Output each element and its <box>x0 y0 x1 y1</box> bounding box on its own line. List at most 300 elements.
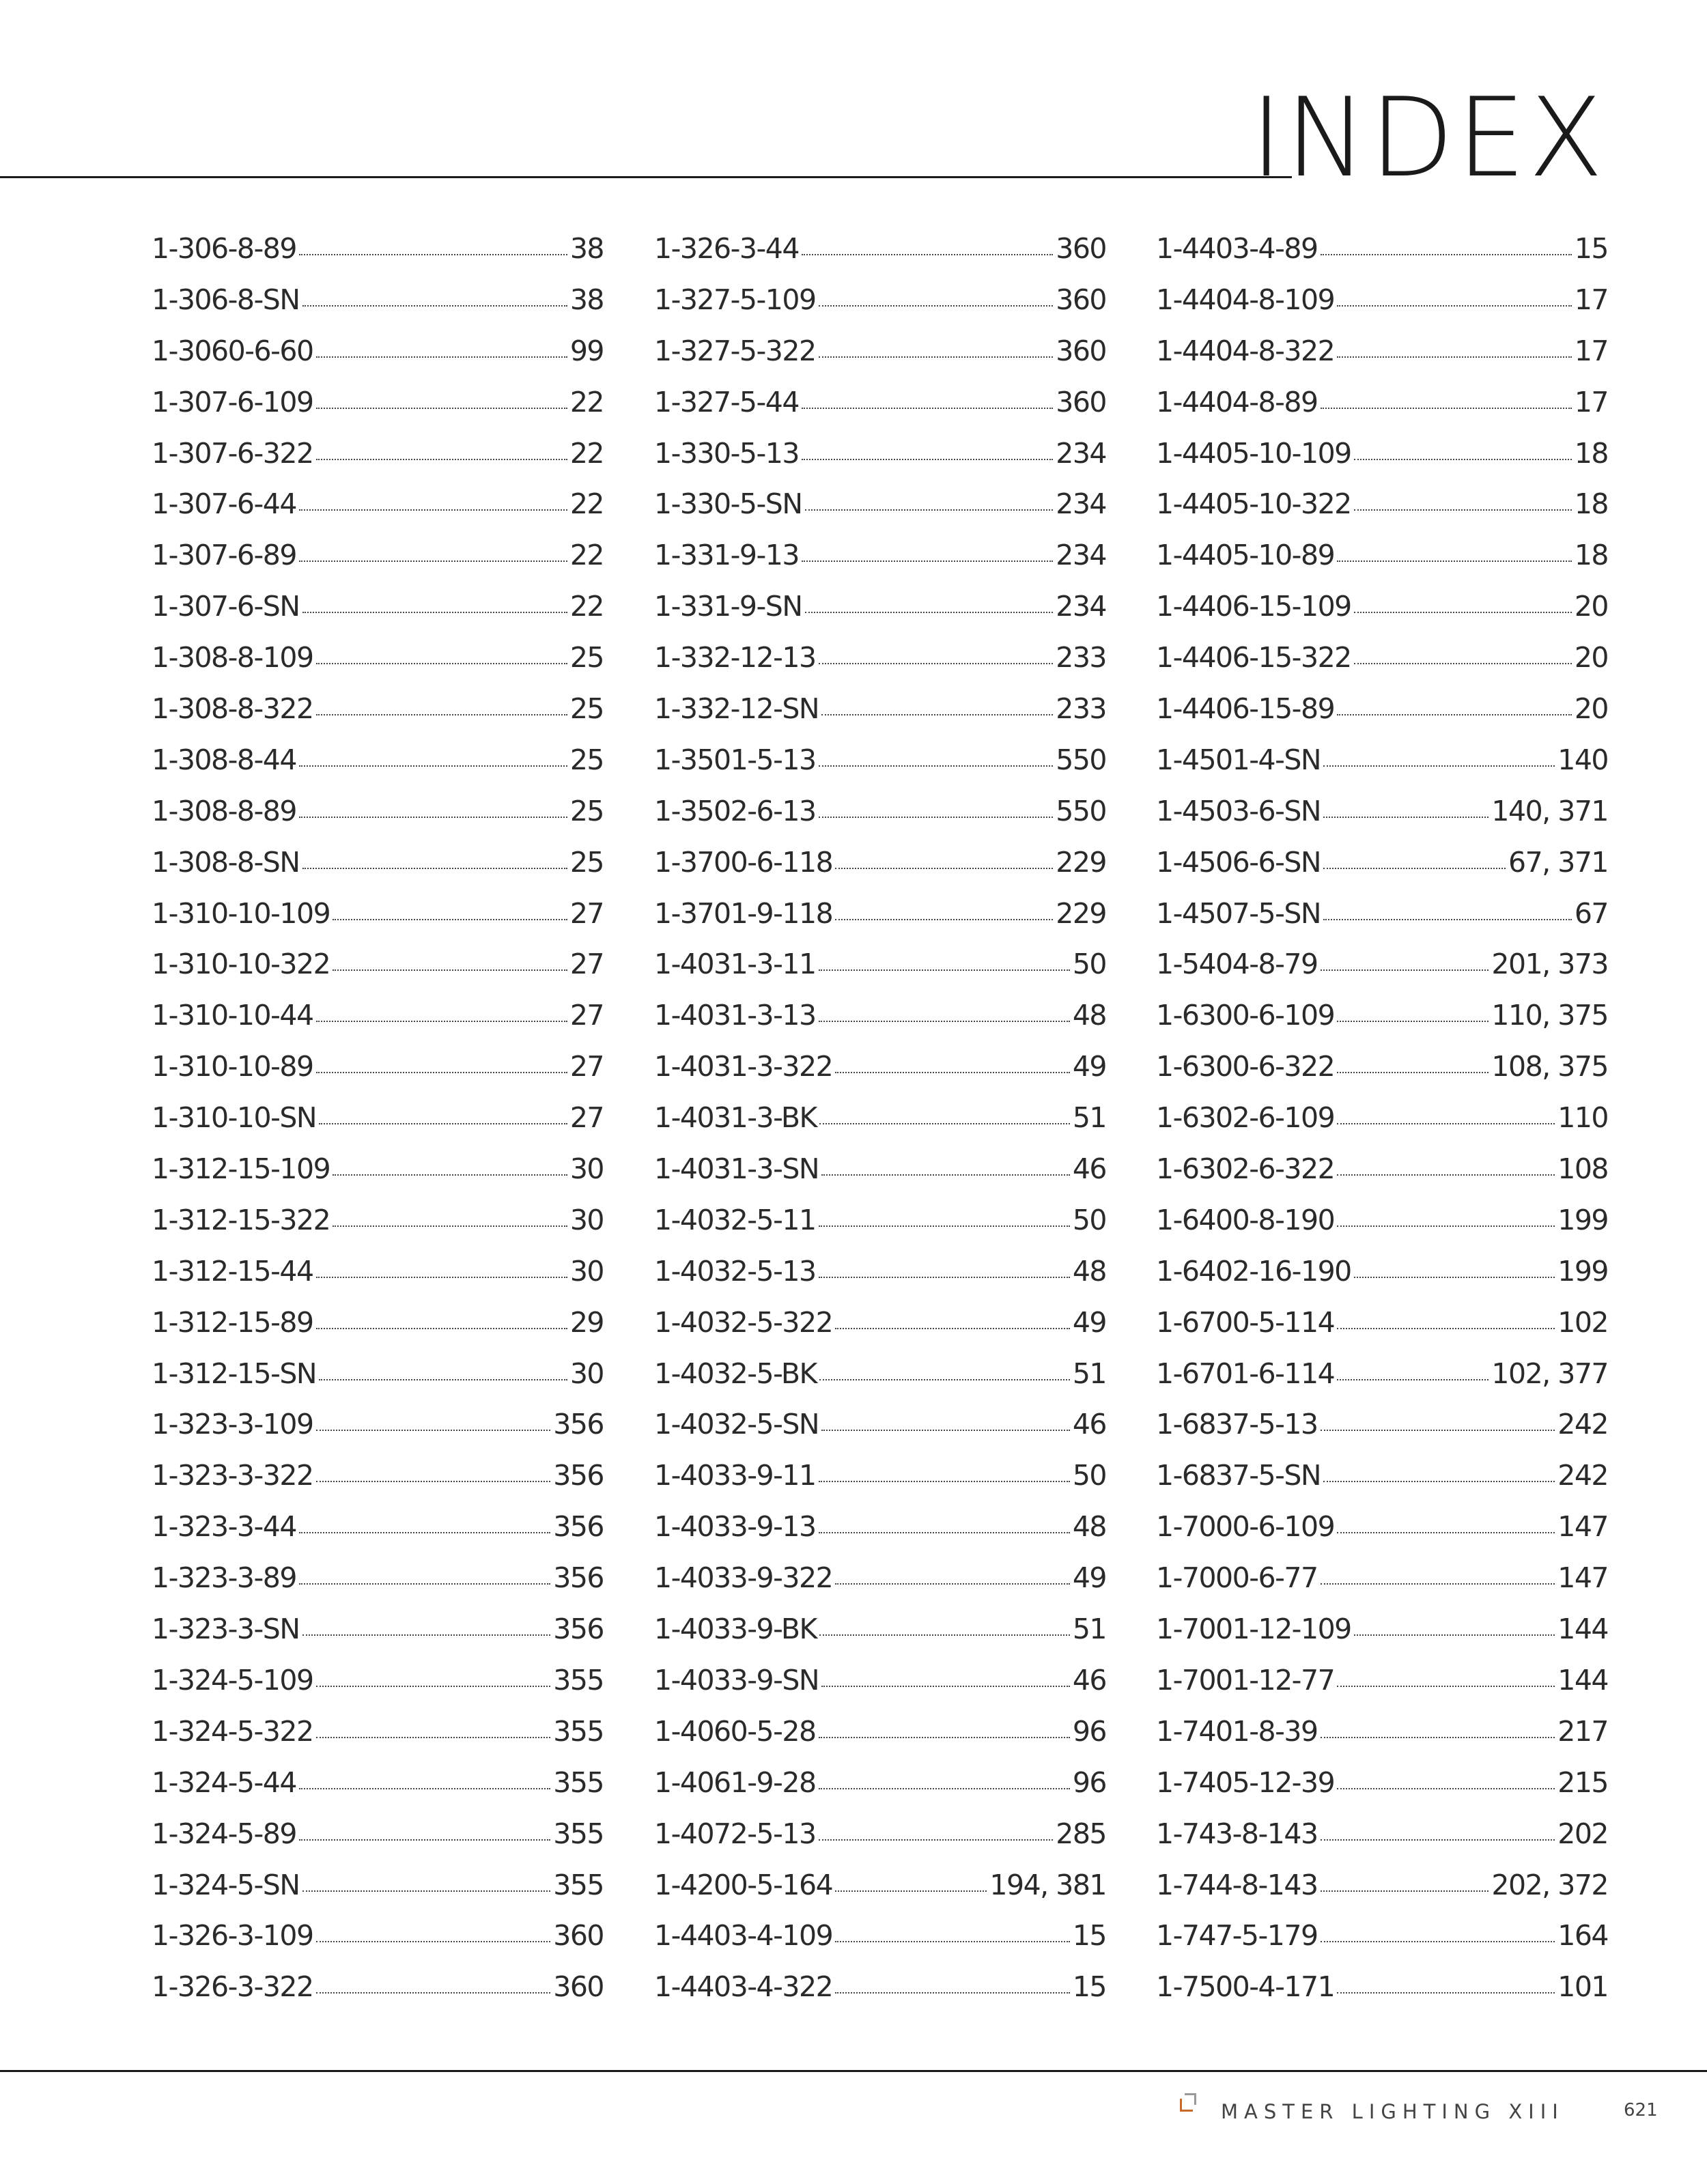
dot-leader <box>1354 612 1572 613</box>
entry-page: 15 <box>1072 1970 1106 2004</box>
dot-leader <box>1337 1379 1489 1380</box>
entry-page: 229 <box>1056 845 1106 879</box>
entry-code: 1-330-5-13 <box>654 436 799 470</box>
dot-leader <box>1337 1072 1489 1073</box>
entry-page: 199 <box>1557 1254 1608 1288</box>
index-entry <box>654 487 1106 539</box>
index-entry <box>1156 1101 1608 1152</box>
index-entry <box>152 1152 604 1204</box>
entry-page: 27 <box>569 948 604 981</box>
dot-leader <box>316 1992 551 1994</box>
dot-leader <box>1337 1686 1555 1687</box>
entry-page: 25 <box>569 845 604 879</box>
entry-page: 355 <box>553 1868 604 1901</box>
dot-leader <box>316 1277 567 1278</box>
dot-leader <box>316 1686 551 1687</box>
entry-code: 1-307-6-322 <box>152 436 313 470</box>
index-entry <box>654 590 1106 641</box>
dot-leader <box>805 509 1054 511</box>
entry-code: 1-3701-9-118 <box>654 896 833 930</box>
dot-leader <box>1323 868 1506 869</box>
index-column-2 <box>654 232 1106 2022</box>
dot-leader <box>1321 1430 1555 1431</box>
index-entry <box>654 692 1106 743</box>
entry-page: 22 <box>569 385 604 419</box>
entry-code: 1-4503-6-SN <box>1156 794 1321 827</box>
entry-code: 1-7000-6-77 <box>1156 1561 1318 1595</box>
entry-code: 1-312-15-109 <box>152 1152 330 1186</box>
entry-page: 18 <box>1574 436 1608 470</box>
dot-leader <box>819 969 1070 971</box>
entry-code: 1-332-12-13 <box>654 641 816 675</box>
entry-code: 1-6700-5-114 <box>1156 1305 1335 1339</box>
index-entry <box>1156 1459 1608 1510</box>
entry-page: 15 <box>1574 232 1608 265</box>
entry-code: 1-308-8-322 <box>152 692 313 726</box>
entry-code: 1-6300-6-322 <box>1156 1050 1335 1083</box>
index-entry <box>152 1050 604 1101</box>
entry-page: 194, 381 <box>989 1868 1106 1901</box>
entry-page: 164 <box>1557 1919 1608 1953</box>
dot-leader <box>835 1992 1070 1994</box>
dot-leader <box>835 1941 1070 1942</box>
index-entry <box>152 1357 604 1408</box>
entry-page: 22 <box>569 487 604 521</box>
dot-leader <box>835 1583 1070 1585</box>
entry-code: 1-7405-12-39 <box>1156 1765 1335 1799</box>
entry-page: 242 <box>1557 1408 1608 1441</box>
entry-page: 285 <box>1056 1817 1106 1850</box>
entry-page: 25 <box>569 641 604 675</box>
entry-page: 50 <box>1072 948 1106 981</box>
dot-leader <box>819 1839 1054 1841</box>
index-entry <box>1156 641 1608 692</box>
entry-page: 27 <box>569 1101 604 1135</box>
dot-leader <box>299 561 567 562</box>
index-entry <box>654 386 1106 437</box>
entry-page: 50 <box>1072 1459 1106 1492</box>
index-entry <box>1156 1306 1608 1357</box>
index-entry <box>1156 1817 1608 1869</box>
index-entry <box>1156 897 1608 948</box>
entry-code: 1-4403-4-89 <box>1156 232 1318 265</box>
index-entry <box>152 641 604 692</box>
index-entry <box>152 1510 604 1561</box>
entry-code: 1-307-6-109 <box>152 385 313 419</box>
entry-page: 201, 373 <box>1491 948 1608 981</box>
dot-leader <box>802 459 1053 460</box>
dot-leader <box>299 1788 550 1789</box>
dot-leader <box>835 1328 1070 1329</box>
entry-code: 1-4032-5-BK <box>654 1357 817 1390</box>
dot-leader <box>316 1021 567 1022</box>
index-entry <box>1156 1152 1608 1204</box>
entry-page: 22 <box>569 590 604 623</box>
entry-page: 355 <box>553 1765 604 1799</box>
entry-page: 30 <box>569 1152 604 1186</box>
entry-code: 1-4200-5-164 <box>654 1868 833 1901</box>
index-entry <box>152 1204 604 1255</box>
index-entry <box>152 948 604 999</box>
index-entry <box>152 487 604 539</box>
entry-page: 17 <box>1574 334 1608 367</box>
entry-code: 1-4033-9-BK <box>654 1613 817 1646</box>
index-entry <box>1156 692 1608 743</box>
dot-leader <box>1354 1277 1555 1278</box>
entry-code: 1-4032-5-11 <box>654 1203 816 1236</box>
entry-code: 1-6302-6-109 <box>1156 1101 1335 1135</box>
dot-leader <box>333 919 567 920</box>
dot-leader <box>1323 1481 1555 1482</box>
entry-page: 101 <box>1557 1970 1608 2004</box>
dot-leader <box>1321 969 1489 971</box>
dot-leader <box>802 561 1053 562</box>
index-entry <box>654 1817 1106 1869</box>
entry-page: 25 <box>569 692 604 726</box>
index-entry <box>1156 437 1608 488</box>
dot-leader <box>316 1941 551 1942</box>
index-entry <box>654 1408 1106 1459</box>
entry-page: 356 <box>553 1408 604 1441</box>
entry-page: 51 <box>1072 1613 1106 1646</box>
index-entry <box>654 641 1106 692</box>
entry-code: 1-308-8-109 <box>152 641 313 675</box>
index-entry <box>152 1869 604 1920</box>
entry-page: 96 <box>1072 1714 1106 1748</box>
index-entry <box>654 1459 1106 1510</box>
entry-code: 1-324-5-44 <box>152 1765 296 1799</box>
entry-code: 1-747-5-179 <box>1156 1919 1318 1953</box>
dot-leader <box>819 1788 1070 1789</box>
entry-page: 27 <box>569 1050 604 1083</box>
entry-code: 1-4507-5-SN <box>1156 896 1321 930</box>
entry-code: 1-323-3-322 <box>152 1459 313 1492</box>
index-entry <box>654 335 1106 386</box>
entry-page: 22 <box>569 539 604 572</box>
entry-page: 144 <box>1557 1613 1608 1646</box>
index-entry <box>1156 999 1608 1050</box>
index-entry <box>152 335 604 386</box>
footer-rule <box>0 2070 1707 2072</box>
entry-page: 17 <box>1574 385 1608 419</box>
index-entry <box>1156 1766 1608 1817</box>
entry-page: 20 <box>1574 641 1608 675</box>
entry-code: 1-308-8-89 <box>152 794 296 827</box>
entry-page: 140 <box>1557 743 1608 776</box>
entry-page: 356 <box>553 1459 604 1492</box>
entry-code: 1-326-3-322 <box>152 1970 313 2004</box>
index-entry <box>152 1766 604 1817</box>
entry-code: 1-326-3-44 <box>654 232 799 265</box>
entry-code: 1-4501-4-SN <box>1156 743 1321 776</box>
entry-code: 1-4031-3-SN <box>654 1152 819 1186</box>
index-entry <box>1156 283 1608 335</box>
entry-page: 30 <box>569 1357 604 1390</box>
index-entry <box>654 437 1106 488</box>
index-entry <box>152 1613 604 1664</box>
entry-code: 1-4072-5-13 <box>654 1817 816 1850</box>
dot-leader <box>1321 1737 1555 1738</box>
dot-leader <box>1321 1941 1555 1942</box>
dot-leader <box>1321 1583 1555 1585</box>
entry-code: 1-330-5-SN <box>654 487 802 521</box>
entry-page: 147 <box>1557 1510 1608 1544</box>
dot-leader <box>1337 1788 1555 1789</box>
entry-code: 1-312-15-89 <box>152 1305 313 1339</box>
index-entry <box>1156 846 1608 897</box>
entry-page: 360 <box>1056 385 1106 419</box>
entry-code: 1-4404-8-109 <box>1156 283 1335 316</box>
entry-page: 27 <box>569 896 604 930</box>
entry-code: 1-6837-5-13 <box>1156 1408 1318 1441</box>
dot-leader <box>835 919 1053 920</box>
entry-page: 51 <box>1072 1357 1106 1390</box>
entry-page: 140, 371 <box>1491 794 1608 827</box>
entry-page: 108 <box>1557 1152 1608 1186</box>
index-entry <box>654 1561 1106 1613</box>
entry-code: 1-4033-9-11 <box>654 1459 816 1492</box>
entry-code: 1-7001-12-77 <box>1156 1663 1335 1697</box>
index-entry <box>654 1919 1106 1970</box>
entry-code: 1-312-15-322 <box>152 1203 330 1236</box>
dot-leader <box>1337 1225 1555 1227</box>
index-entry <box>1156 1408 1608 1459</box>
dot-leader <box>1337 1328 1555 1329</box>
dot-leader <box>316 714 567 715</box>
entry-code: 1-4033-9-322 <box>654 1561 833 1595</box>
dot-leader <box>302 305 567 307</box>
entry-code: 1-6837-5-SN <box>1156 1459 1321 1492</box>
index-entry <box>654 1255 1106 1306</box>
dot-leader <box>1337 1021 1489 1022</box>
entry-page: 67 <box>1574 896 1608 930</box>
index-entry <box>152 539 604 590</box>
entry-page: 356 <box>553 1613 604 1646</box>
index-entry <box>654 1101 1106 1152</box>
index-entry <box>152 283 604 335</box>
entry-page: 25 <box>569 743 604 776</box>
entry-code: 1-6400-8-190 <box>1156 1203 1335 1236</box>
entry-code: 1-4406-15-109 <box>1156 590 1351 623</box>
index-entry <box>1156 1869 1608 1920</box>
dot-leader <box>299 1583 550 1585</box>
index-entry <box>152 795 604 846</box>
entry-page: 18 <box>1574 487 1608 521</box>
entry-code: 1-7401-8-39 <box>1156 1714 1318 1748</box>
dot-leader <box>1354 663 1572 664</box>
dot-leader <box>316 1737 551 1738</box>
entry-page: 49 <box>1072 1050 1106 1083</box>
index-entry <box>654 795 1106 846</box>
entry-page: 25 <box>569 794 604 827</box>
dot-leader <box>805 612 1054 613</box>
index-entry <box>1156 1561 1608 1613</box>
index-entry <box>1156 539 1608 590</box>
dot-leader <box>1354 1634 1555 1636</box>
entry-page: 50 <box>1072 1203 1106 1236</box>
entry-code: 1-4061-9-28 <box>654 1765 816 1799</box>
entry-code: 1-308-8-SN <box>152 845 300 879</box>
entry-page: 46 <box>1072 1408 1106 1441</box>
dot-leader <box>819 1634 1070 1636</box>
entry-page: 49 <box>1072 1305 1106 1339</box>
index-entry <box>654 1510 1106 1561</box>
entry-code: 1-324-5-SN <box>152 1868 300 1901</box>
entry-page: 30 <box>569 1254 604 1288</box>
dot-leader <box>333 1174 567 1176</box>
dot-leader <box>333 1225 567 1227</box>
entry-page: 38 <box>569 283 604 316</box>
entry-code: 1-324-5-322 <box>152 1714 313 1748</box>
entry-page: 48 <box>1072 999 1106 1032</box>
entry-page: 102 <box>1557 1305 1608 1339</box>
index-entry <box>654 1970 1106 2022</box>
index-entry <box>1156 1050 1608 1101</box>
entry-code: 1-324-5-109 <box>152 1663 313 1697</box>
footer-brand: MASTER LIGHTING XIII <box>1221 2100 1564 2123</box>
dot-leader <box>802 254 1053 255</box>
dot-leader <box>1323 765 1555 767</box>
dot-leader <box>802 408 1053 409</box>
index-entry <box>152 386 604 437</box>
dot-leader <box>1337 1992 1555 1994</box>
entry-page: 234 <box>1056 539 1106 572</box>
dot-leader <box>819 663 1054 664</box>
index-entry <box>1156 1204 1608 1255</box>
entry-code: 1-4406-15-322 <box>1156 641 1351 675</box>
index-entry <box>152 1817 604 1869</box>
entry-page: 67, 371 <box>1508 845 1608 879</box>
entry-code: 1-306-8-89 <box>152 232 296 265</box>
entry-page: 108, 375 <box>1491 1050 1608 1083</box>
entry-page: 144 <box>1557 1663 1608 1697</box>
entry-code: 1-4403-4-322 <box>654 1970 833 2004</box>
dot-leader <box>1354 459 1572 460</box>
entry-code: 1-3700-6-118 <box>654 845 833 879</box>
entry-code: 1-331-9-13 <box>654 539 799 572</box>
entry-code: 1-4404-8-89 <box>1156 385 1318 419</box>
index-entry <box>654 1869 1106 1920</box>
index-entry <box>152 1561 604 1613</box>
entry-code: 1-4032-5-SN <box>654 1408 819 1441</box>
entry-page: 29 <box>569 1305 604 1339</box>
dot-leader <box>835 1072 1070 1073</box>
entry-page: 46 <box>1072 1152 1106 1186</box>
entry-code: 1-4031-3-BK <box>654 1101 817 1135</box>
dot-leader <box>316 1430 551 1431</box>
index-entry <box>654 1357 1106 1408</box>
dot-leader <box>819 1277 1070 1278</box>
entry-code: 1-323-3-SN <box>152 1613 300 1646</box>
entry-code: 1-323-3-89 <box>152 1561 296 1595</box>
entry-page: 234 <box>1056 436 1106 470</box>
index-entry <box>654 1050 1106 1101</box>
entry-page: 242 <box>1557 1459 1608 1492</box>
dot-leader <box>1337 305 1572 307</box>
entry-page: 49 <box>1072 1561 1106 1595</box>
entry-code: 1-6402-16-190 <box>1156 1254 1351 1288</box>
entry-page: 355 <box>553 1817 604 1850</box>
dot-leader <box>1337 714 1572 715</box>
dot-leader <box>299 1839 550 1841</box>
entry-code: 1-312-15-44 <box>152 1254 313 1288</box>
entry-page: 355 <box>553 1714 604 1748</box>
entry-code: 1-4060-5-28 <box>654 1714 816 1748</box>
dot-leader <box>316 1072 567 1073</box>
entry-page: 110, 375 <box>1491 999 1608 1032</box>
index-entry <box>1156 232 1608 283</box>
index-entry <box>654 1204 1106 1255</box>
index-entry <box>152 590 604 641</box>
index-entry <box>152 1664 604 1715</box>
entry-page: 18 <box>1574 539 1608 572</box>
entry-page: 96 <box>1072 1765 1106 1799</box>
entry-code: 1-6302-6-322 <box>1156 1152 1335 1186</box>
entry-code: 1-743-8-143 <box>1156 1817 1318 1850</box>
dot-leader <box>1337 1174 1555 1176</box>
entry-page: 48 <box>1072 1510 1106 1544</box>
entry-code: 1-308-8-44 <box>152 743 296 776</box>
entry-page: 27 <box>569 999 604 1032</box>
index-entry <box>152 1101 604 1152</box>
index-entry <box>152 1715 604 1766</box>
entry-code: 1-307-6-SN <box>152 590 300 623</box>
entry-page: 360 <box>553 1970 604 2004</box>
entry-code: 1-3501-5-13 <box>654 743 816 776</box>
entry-page: 30 <box>569 1203 604 1236</box>
dot-leader <box>1323 817 1489 818</box>
dot-leader <box>819 305 1054 307</box>
entry-code: 1-327-5-322 <box>654 334 816 367</box>
entry-page: 20 <box>1574 590 1608 623</box>
dot-leader <box>299 765 567 767</box>
dot-leader <box>821 1430 1070 1431</box>
dot-leader <box>299 1532 550 1533</box>
entry-page: 234 <box>1056 487 1106 521</box>
footer-bracket-icon <box>1180 2099 1193 2112</box>
entry-page: 360 <box>1056 283 1106 316</box>
index-entry <box>152 1306 604 1357</box>
entry-code: 1-310-10-322 <box>152 948 330 981</box>
entry-page: 355 <box>553 1663 604 1697</box>
entry-page: 233 <box>1056 641 1106 675</box>
header-rule <box>0 176 1292 178</box>
entry-code: 1-4031-3-11 <box>654 948 816 981</box>
entry-code: 1-4405-10-109 <box>1156 436 1351 470</box>
dot-leader <box>316 1328 567 1329</box>
dot-leader <box>819 356 1054 358</box>
dot-leader <box>1321 1890 1489 1892</box>
index-entry <box>1156 590 1608 641</box>
index-entry <box>152 999 604 1050</box>
entry-page: 202 <box>1557 1817 1608 1850</box>
index-entry <box>1156 487 1608 539</box>
dot-leader <box>299 254 567 255</box>
dot-leader <box>835 868 1053 869</box>
entry-code: 1-324-5-89 <box>152 1817 296 1850</box>
entry-page: 360 <box>1056 232 1106 265</box>
index-entry <box>1156 795 1608 846</box>
entry-code: 1-4031-3-322 <box>654 1050 833 1083</box>
dot-leader <box>819 1532 1070 1533</box>
dot-leader <box>819 1021 1070 1022</box>
entry-page: 360 <box>553 1919 604 1953</box>
index-entry <box>152 846 604 897</box>
entry-page: 15 <box>1072 1919 1106 1953</box>
index-entry <box>152 1255 604 1306</box>
entry-code: 1-306-8-SN <box>152 283 300 316</box>
entry-code: 1-307-6-89 <box>152 539 296 572</box>
